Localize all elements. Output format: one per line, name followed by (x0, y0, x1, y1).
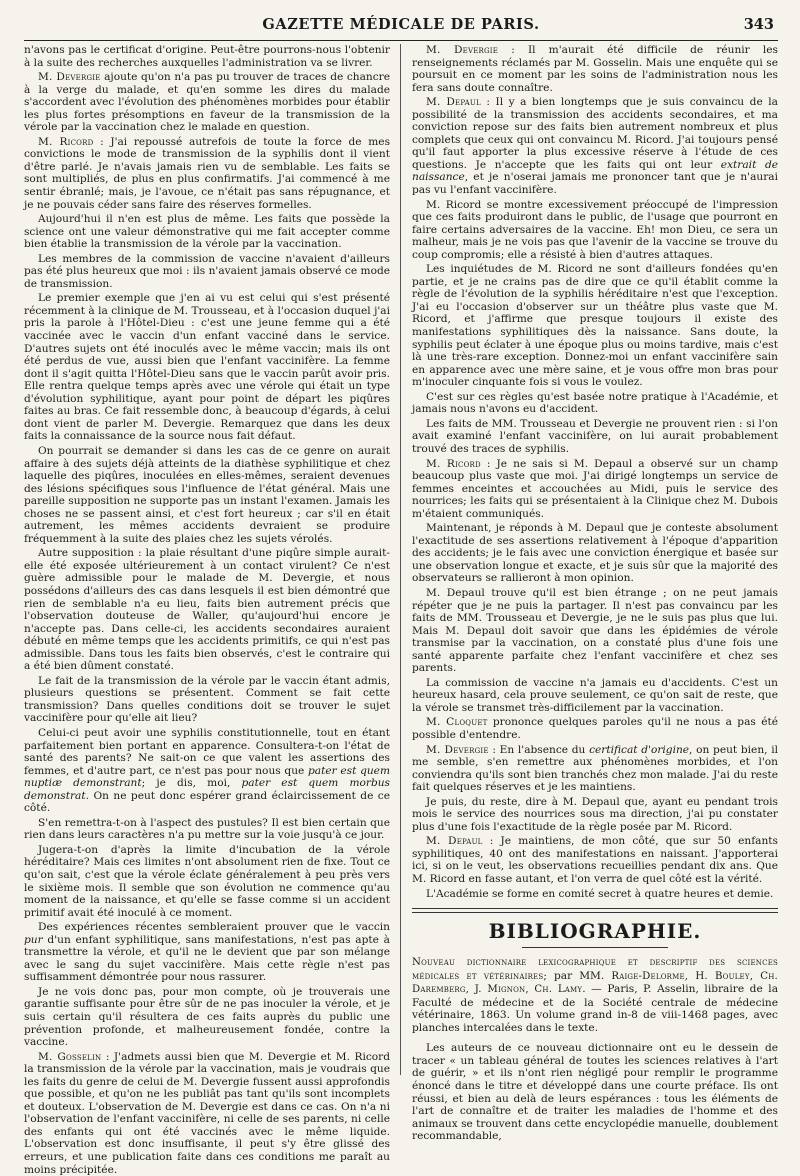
speaker-name: M. Devergie (38, 71, 101, 84)
paragraph (24, 547, 390, 672)
speaker-name: M. Devergie (426, 44, 499, 56)
speaker-name: M. Devergie (426, 743, 489, 756)
paragraph (24, 727, 390, 815)
paragraph (412, 391, 778, 416)
italic-phrase: pater est quem nuptiæ demonstrant (24, 764, 390, 790)
paragraph (24, 253, 390, 291)
paragraph-text: Aujourd'hui il n'en est plus de même. Les faits que possède la science ont une valeur démonstrative qui me fait accepter comme bien établie la transmission de la vérole par la vaccination. (24, 213, 390, 251)
paragraph (412, 522, 778, 585)
paragraph-text: M. Depaul trouve qu'il est bien étrange ; on ne peut jamais répéter que je ne puis la partager. Il n'est pas convaincu par les faits de MM. Trousseau et Devergie, je ne le suis pas plus que lui. Mais M. Depaul doit savoir que dans les épidémies de vérole transmise par la vaccination, on a constaté plus d'une fois une santé apparente parfaite chez l'enfant vaccinifère et chez ses parents. (412, 586, 778, 675)
paragraph-text: L'Académie se forme en comité secret à quatre heures et demie. (426, 887, 774, 900)
paragraph-text: Je puis, du reste, dire à M. Depaul que, ayant eu pendant trois mois le service des nourrices sous ma direction, j'ai pu constater plus d'une fois l'exactitude de la règle posée par M. Ricord. (412, 795, 778, 833)
paragraph (412, 199, 778, 262)
paragraph-text: : Il y a bien longtemps que je suis convaincu de la possibilité de la transmission des accidents secondaires, et ma conviction repose sur des faits bien autrement nombreux et plus complets que ceux qui ont convaincu M. Ricord. J'ai toujours pensé qu'il faut apporter la plus excessive réserve à l'étude de ces questions. Je n'accepte que les faits qui ont leur (412, 96, 778, 171)
paragraph-text: ajoute qu'on n'a pas pu trouver de traces de chancre à la verge du malade, et qu'en somme les dires du malade s'accordent avec l'évolution des phénomènes morbides pour établir les plus fortes présomptions en faveur de la transmission de la vérole par la vaccination chez le malade en question. (24, 71, 390, 134)
paragraph-text: Des expériences récentes sembleraient prouver que le vaccin (38, 921, 390, 934)
paragraph (24, 71, 390, 134)
paragraph-text: : En l'absence du (488, 743, 590, 756)
paragraph-text: : J'ai repoussé autrefois de toute la force de mes convictions le mode de transmission de la syphilis dont il vient d'être parlé. Je n'avais jamais rien vu de semblable. Les faits se sont multipliés, de plus en plus confirmatifs. J'ai commencé à me sentir ébranlé; mais, je l'avoue, ce n'était pas sans répugnance, et je ne pouvais céder sans faire des réserves formelles. (24, 135, 391, 211)
left-column (24, 44, 401, 1176)
paragraph (24, 213, 390, 251)
paragraph (24, 445, 390, 545)
bibliography-review: Les auteurs de ce nouveau dictionnaire ont eu le dessein de tracer « un tableau général de toutes les sciences relatives à l'art de guérir, » et ils n'ont rien négligé pour remplir le programme énoncé dans le titre et développé dans une courte préface. Ils ont réussi, et bien au delà de leurs espérances : tous les éléments de l'art de connaître et de traiter les maladies de l'homme et des animaux se trouvent dans cette encyclopédie manuelle, doublement recommandable, (412, 1042, 778, 1143)
book-title: Nouveau dictionnaire lexicographique et descriptif des sciences médicales et vétérinaires (412, 957, 778, 982)
paragraph (24, 136, 390, 211)
page-header (24, 14, 778, 41)
paragraph (412, 796, 778, 834)
paragraph-text: : Je ne sais si M. Depaul a observé sur un champ beaucoup plus vaste que moi. J'ai dirigé longtemps un service de femmes enceintes et accouchées au Midi, puis le service des nourrices; les faits qui se présentaient à la Clinique chez M. Dubois m'étaient communiqués. (412, 457, 778, 520)
speaker-name: M. Ricord (38, 135, 94, 148)
italic-phrase: certificat d'origine (589, 743, 690, 756)
paragraph-text: Les inquiétudes de M. Ricord ne sont d'ailleurs fondées qu'en partie, et je ne crains pas de dire que ce qu'il établit comme la règle de l'évolution de la syphilis héréditaire n'est que l'exception. J'ai eu l'occasion d'observer sur un théâtre plus vaste que M. Ricord, et j'affirme que presque toujours il existe des manifestations syphilitiques dès la naissance. Sans doute, la syphilis peut éclater à une époque plus ou moins tardive, mais c'est là une très-rare exception. Donnez-moi un enfant vaccinifère sain en apparence avec une mère saine, et je vous offre mon bras pour m'inoculer cinquante fois si vous le voulez. (412, 263, 778, 389)
paragraph-text: Le fait de la transmission de la vérole par le vaccin étant admis, plusieurs questions se présentent. Comment se fait cette transmission? Dans quelles conditions doit se trouver le sujet vaccinifère pour qu'elle ait lieu? (24, 674, 390, 725)
paragraph (24, 675, 390, 725)
paragraph-text: prononce quelques paroles qu'il ne nous a pas été possible d'entendre. (412, 716, 778, 741)
authors-prefix: ; par MM. (543, 969, 612, 982)
paragraph (412, 458, 778, 521)
book-authors: Raige-Delorme, H. Bouley, Ch. Daremberg, J. Mignon, Ch. Lamy (412, 970, 778, 996)
paragraph (412, 888, 778, 901)
paragraph-text: Autre supposition : la plaie résultant d'une piqûre simple aurait-elle été exposée ultérieurement à un contact virulent? Ce n'est guère admissible pour le malade de M. Devergie, et nous possédons d'ailleurs des cas dans lesquels il est bien démontré que rien de semblable n'a eu lieu, faits bien autrement précis que l'observation douteuse de Waller, qu'aujourd'hui encore je n'accepte pas. Dans celle-ci, les accidents secondaires auraient débuté en même temps que les accidents primitifs, ce qui n'est pas admissible. Dans tous les faits bien observés, c'est le contraire qui a été bien dûment constaté. (24, 547, 390, 673)
paragraph-text: Je ne vois donc pas, pour mon compte, où je trouverais une garantie suffisante pour être sûr de ne pas inoculer la vérole, et je suis certain qu'il résultera de ces faits auprès du public une prévention profonde, et malheureusement fondée, contre la vaccine. (24, 985, 390, 1049)
bibliography-title: BIBLIOGRAPHIE. (488, 919, 702, 944)
paragraph-text: ; je dis, moi, (141, 777, 242, 790)
bibliography-entry (412, 956, 778, 1034)
paragraph (412, 716, 778, 741)
paragraph-text: : J'admets aussi bien que M. Devergie et M. Ricord la transmission de la vérole par la vaccination, mais je voudrais que les faits du genre de celui de M. Devergie fussent aussi approfondis que possible, et qu'on ne les publiât pas tant qu'ils sont incomplets et douteux. L'observation de M. Devergie est dans ce cas. On n'a ni l'observation de l'enfant vaccinifère, ni celle de ses parents, ni celle des enfants qui ont été vaccinés avec le même liquide. L'observation est donc insuffisante, il peut s'y être glissé des erreurs, et une publication faite dans ces conditions me paraît au moins précipitée. (24, 1050, 390, 1176)
paragraph (24, 44, 390, 69)
speaker-name: M. Ricord (426, 457, 481, 470)
paragraph (24, 844, 390, 919)
section-rule (412, 908, 778, 913)
paragraph-text: Maintenant, je réponds à M. Depaul que je conteste absolument l'exactitude de ses assertions relativement à l'époque d'apparition des accidents; je le fais avec une conviction énergique et basée sur une observation longue et exacte, et je suis sûr que la majorité des observateurs se rallieront à mon opinion. (412, 522, 778, 585)
paragraph-text: La commission de vaccine n'a jamais eu d'accidents. C'est un heureux hasard, cela prouve seulement, ce qu'on sait de reste, que la vérole se transmet très-difficilement par la vaccination. (412, 676, 778, 714)
paragraph (412, 677, 778, 715)
paragraph-text: . On ne peut donc espérer grand éclaircissement de ce côté. (24, 789, 390, 815)
paragraph (412, 587, 778, 675)
title-underline (522, 947, 668, 948)
italic-phrase: extrait de naissance (412, 158, 778, 184)
paragraph-text: Les membres de la commission de vaccine n'avaient d'ailleurs pas été plus heureux que moi : ils n'avaient jamais observé ce mode de transmission. (24, 252, 390, 290)
paragraph (412, 44, 778, 94)
paragraph (412, 835, 778, 885)
right-column (401, 44, 779, 1143)
paragraph-text: M. Ricord se montre excessivement préoccupé de l'impression que ces faits produiront dans le public, de l'usage que pourront en faire certains adversaires de la vaccine. Eh! mon Dieu, ce sera un malheur, mais je ne vois pas que l'avenir de la vaccine se trouve du coup compromis; elle a résisté à bien d'autres attaques. (412, 198, 778, 261)
paragraph-text: Celui-ci peut avoir une syphilis constitutionnelle, tout en étant parfaitement bien portant en apparence. Consultera-t-on l'état de santé des parents? Ne sait-on ce que valent les assertions des femmes, et d'autre part, ce n'est pas pour nous que (24, 726, 390, 777)
paragraph-text: : Il m'aurait été difficile de réunir les renseignements réclamés par M. Gosselin. Mais une enquête qui se poursuit en ce moment par les soins de l'administration nous les fera sans doute connaître. (412, 44, 778, 94)
paragraph-text: C'est sur ces règles qu'est basée notre pratique à l'Académie, et jamais nous n'avons eu d'accident. (412, 390, 778, 416)
italic-phrase: pater est quem morbus demonstrat (24, 777, 390, 802)
speaker-name: M. Cloquet (426, 716, 488, 729)
paragraph (412, 418, 778, 456)
paragraph-text: S'en remettra-t-on à l'aspect des pustules? Il est bien certain que rien dans leurs caractères n'a pu mettre sur la voie jusqu'à ce jour. (24, 816, 390, 842)
paragraph (412, 744, 778, 794)
speaker-name: M. Depaul (426, 835, 483, 848)
running-title: GAZETTE MÉDICALE DE PARIS. (262, 16, 540, 33)
two-column-body (24, 44, 779, 1176)
paragraph (24, 986, 390, 1049)
publication-details: . — Paris, P. Asselin, libraire de la Faculté de médecine et de la Société centrale de médecine vétérinaire, 1863. Un volume grand in-8 de viii-1468 pages, avec planches intercalées dans le texte. (412, 983, 779, 1034)
paragraph-text: d'un enfant syphilitique, sans manifestations, n'est pas apte à transmettre la vérole, et qu'il ne le devient que par son mélange avec le sang du sujet vaccinifère. Mais cette règle n'est pas suffisamment démontrée pour nous rassurer. (24, 933, 390, 984)
speaker-name: M. Gosselin (38, 1050, 102, 1063)
paragraph (24, 921, 390, 984)
paragraph-text: n'avons pas le certificat d'origine. Peut-être pourrons-nous l'obtenir à la suite des recherches auxquelles l'administration va se livrer. (24, 44, 390, 69)
paragraph (24, 817, 390, 842)
paragraph (412, 96, 778, 196)
paragraph-text: On pourrait se demander si dans les cas de ce genre on aurait affaire à des sujets déjà atteints de la diathèse syphilitique et chez laquelle des piqûres, inoculées en elles-mêmes, seraient devenues des lésions spécifiques sous l'influence de l'état général. Mais une pareille supposition ne supporte pas un instant l'examen. Jamais les choses ne se passent ainsi, et c'est fort heureux ; car s'il en était autrement, les mêmes accidents devraient se produire fréquemment à la suite des plaies chez les sujets vérolés. (24, 444, 390, 545)
paragraph-text: Le premier exemple que j'en ai vu est celui qui s'est présenté récemment à la clinique de M. Trousseau, et à l'occasion duquel j'ai pris la parole à l'Hôtel-Dieu : c'est une jeune femme qui a été vaccinée avec le vaccin d'un enfant vacciné dans le service. D'autres sujets ont été inoculés avec le même vaccin; mais ils ont été perdus de vue, aussi bien que l'enfant vaccinifère. La femme dont il s'agit quitta l'Hôtel-Dieu sans que le vaccin parût avoir pris. Elle rentra quelque temps après avec une vérole qui était un type d'évolution syphilitique, ayant pour point de départ les piqûres faites au bras. Ce fait ressemble donc, à beaucoup d'égards, à celui dont vient de parler M. Devergie. Remarquez que dans les deux faits la connaissance de la source nous fait défaut. (24, 292, 390, 443)
paragraph-text: : Je maintiens, de mon côté, que sur 50 enfants syphilitiques, 40 ont des manifestations en naissant. J'apporterai ici, si on le veut, les observations recueillies pendant dix ans. Que M. Ricord en fasse autant, et l'on verra de quel côté est la vérité. (412, 835, 778, 885)
paragraph (24, 1051, 390, 1176)
italic-phrase: pur (24, 933, 43, 946)
paragraph-text: , on peut bien, il me semble, s'en remettre aux phénomènes morbides, et l'on conviendra qu'ils sont bien tranchés chez mon malade. J'ai du reste fait quelques réserves et je les maintiens. (412, 743, 778, 794)
paragraph-text: , et je n'oserai jamais me prononcer tant que je n'aurai pas vu l'enfant vaccinifère. (412, 171, 778, 197)
paragraph (412, 263, 778, 388)
right-column-text (412, 44, 778, 900)
paragraph-text: Les faits de MM. Trousseau et Devergie ne prouvent rien : si l'on avait examiné l'enfant vaccinifère, on lui aurait probablement trouvé des traces de syphilis. (412, 417, 778, 455)
paragraph (24, 292, 390, 443)
paragraph-text: Jugera-t-on d'après la limite d'incubation de la vérole héréditaire? Mais ces limites n'ont absolument rien de fixe. Tout ce qu'on sait, c'est que la vérole éclate généralement à peu près vers le sixième mois. Il semble que son évolution ne commence qu'au moment de la naissance, et qu'elle se fasse comme si un accident primitif avait été inoculé à ce moment. (24, 843, 390, 919)
page-number: 343 (743, 16, 774, 33)
speaker-name: M. Depaul (426, 96, 481, 109)
